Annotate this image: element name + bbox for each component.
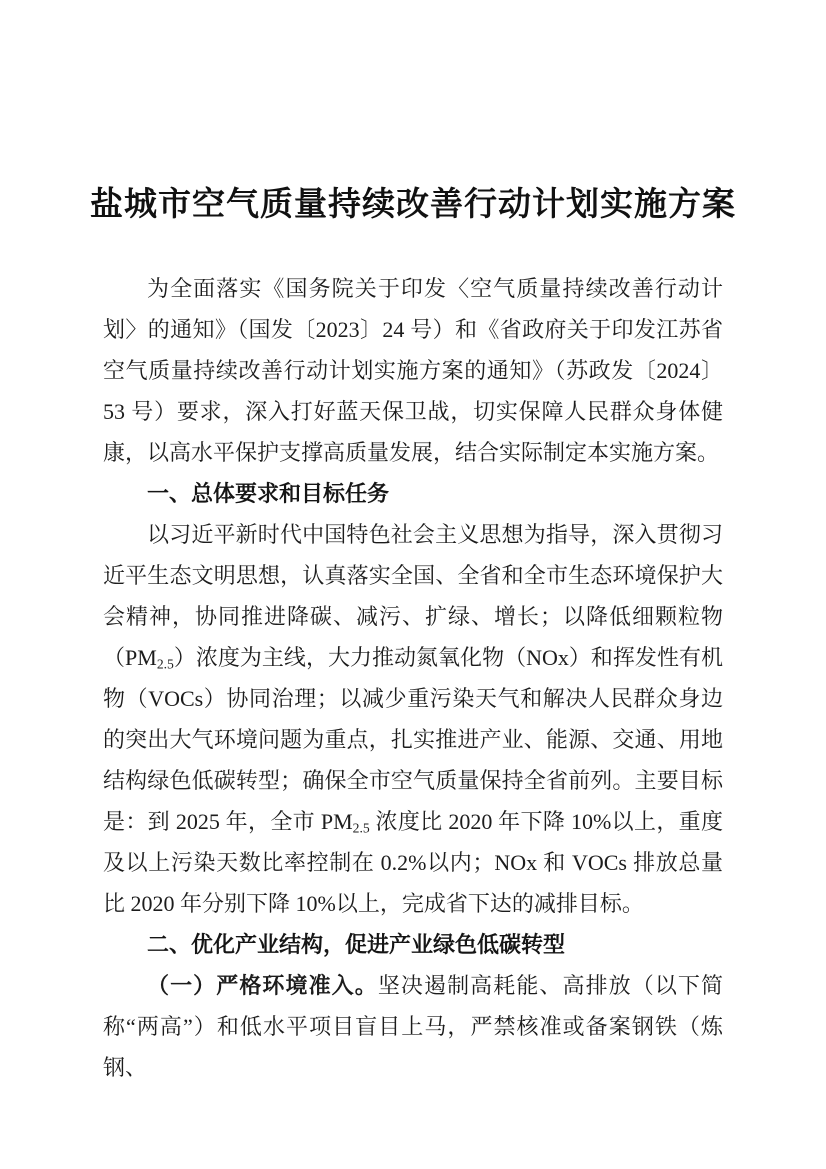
paragraph-text-segment: ）浓度为主线，大力推动氮氧化物（NOx）和挥发性有机物（VOCs）协同治理；以减少重污染天气和解决人民群众身边的突出大气环境问题为重点，扎实推进产业、能源、交通、用地结构绿色低碳转型；确保全市空气质量保持全省前列。主要目标是：到 2025 年，全市 PM	[103, 645, 723, 834]
paragraph-lead-bold: （一）严格环境准入。	[147, 973, 378, 998]
paragraph-text-segment: 以习近平新时代中国特色社会主义思想为指导，深入贯彻习近平生态文明思想，认真落实全国、全省和全市生态环境保护大会精神，协同推进降碳、减污、扩绿、增长；以降低细颗粒物（PM	[103, 522, 723, 670]
document-title: 盐城市空气质量持续改善行动计划实施方案	[90, 187, 736, 223]
document-body	[103, 268, 723, 1088]
paragraph-text-segment: 坚决遏制高耗能、高排放（以下简称“两高”）和低水平项目盲目上马，严禁核准或备案钢铁（炼钢、	[103, 973, 723, 1080]
pm25-subscript: 2.5	[156, 656, 174, 672]
section-heading-2: 二、优化产业结构，促进产业绿色低碳转型	[147, 932, 566, 957]
pm25-subscript: 2.5	[352, 820, 370, 836]
section-heading-1: 一、总体要求和目标任务	[147, 481, 390, 506]
paragraph-preamble: 为全面落实《国务院关于印发〈空气质量持续改善行动计划〉的通知》（国发〔2023〕24 号）和《省政府关于印发江苏省空气质量持续改善行动计划实施方案的通知》（苏政发〔2024〕53 号）要求，深入打好蓝天保卫战，切实保障人民群众身体健康，以高水平保护支撑高质量发展，结合实际制定本实施方案。	[103, 276, 723, 465]
paragraph-environment-access	[103, 965, 723, 1088]
paragraph-overall-goals	[103, 514, 723, 924]
paragraph-text-segment: 浓度比 2020 年下降 10%以上，重度及以上污染天数比率控制在 0.2%以内；NOx 和 VOCs 排放总量比 2020 年分别下降 10%以上，完成省下达的减排目标。	[103, 809, 723, 916]
